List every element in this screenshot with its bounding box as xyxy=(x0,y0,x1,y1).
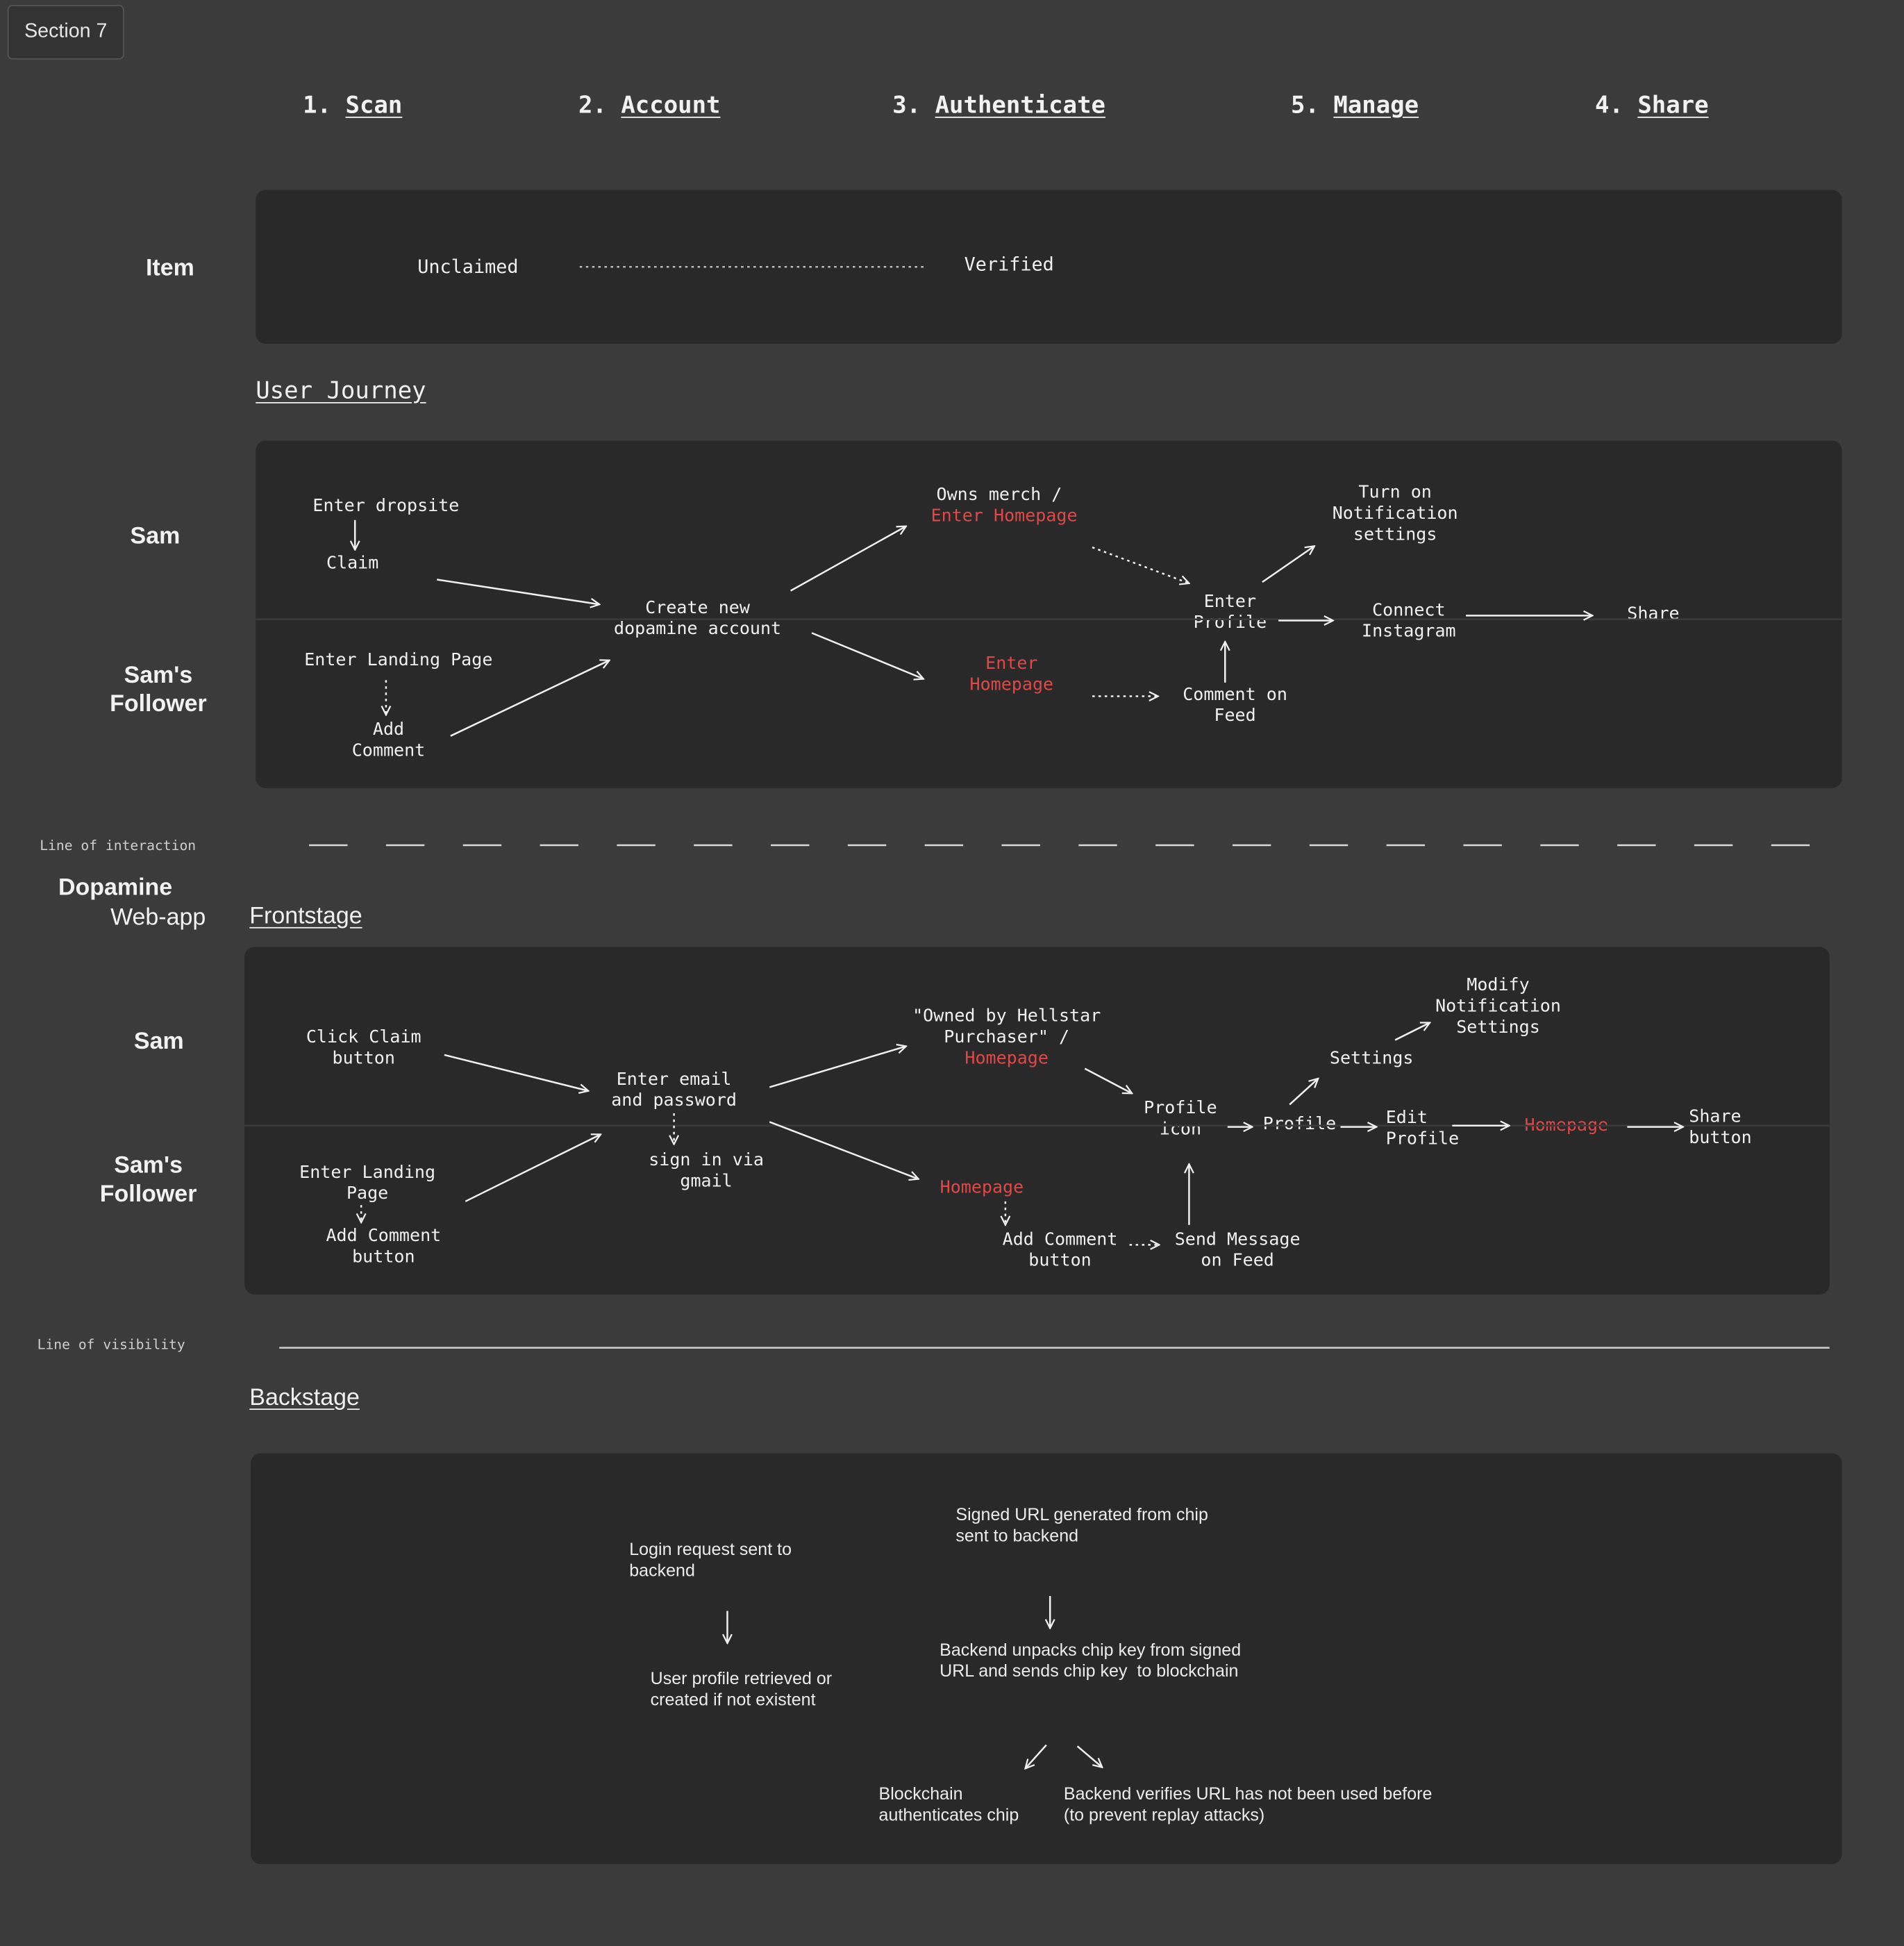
uj-share: Share xyxy=(1627,604,1680,624)
row-label-follower: Sam's Follower xyxy=(110,663,207,717)
stage-name: Share xyxy=(1637,92,1709,119)
fs-settings: Settings xyxy=(1329,1049,1414,1069)
fs-add-comment-button: Add Comment button xyxy=(326,1226,442,1267)
frontstage-title: Frontstage xyxy=(249,903,362,930)
uj-arrow-comment-create xyxy=(451,660,610,736)
stage-number: 4. xyxy=(1594,92,1623,119)
fs-arrow-comment-email xyxy=(465,1134,601,1201)
bs-blockchain-auth: Blockchain authenticates chip xyxy=(878,1783,1019,1824)
bs-signed-url: Signed URL generated from chip sent to backend xyxy=(955,1504,1208,1545)
fs-send-message: Send Message on Feed xyxy=(1174,1229,1301,1271)
line-of-visibility-label: Line of visibility xyxy=(37,1336,185,1353)
fs-arrow-settings-modify xyxy=(1395,1022,1430,1040)
state-unclaimed: Unclaimed xyxy=(417,256,519,278)
bs-login-request: Login request sent to backend xyxy=(629,1538,792,1580)
fs-edit-profile: Edit Profile xyxy=(1385,1108,1460,1149)
bs-arrow-unpacks-blockchain xyxy=(1025,1745,1046,1769)
stage-name: Scan xyxy=(345,92,403,119)
stage-name: Manage xyxy=(1333,92,1419,119)
uj-add-comment: Add Comment xyxy=(351,720,426,761)
fs-profile: Profile xyxy=(1262,1114,1337,1135)
uj-enter-homepage: Enter Homepage xyxy=(969,654,1054,695)
stage-name: Account xyxy=(621,92,721,119)
uj-enter-dropsite: Enter dropsite xyxy=(312,496,460,517)
uj-arrow-profile-notif xyxy=(1262,546,1314,582)
fs-arrow-email-owned xyxy=(769,1046,906,1087)
bs-user-profile: User profile retrieved or created if not existent xyxy=(650,1668,833,1709)
row-label-sam: Sam xyxy=(130,524,181,550)
state-verified: Verified xyxy=(964,253,1054,276)
dopamine-subtitle: Web-app xyxy=(110,904,206,931)
line-of-interaction-label: Line of interaction xyxy=(40,838,197,854)
bs-backend-verifies: Backend verifies URL has not been used before (to prevent replay attacks) xyxy=(1063,1783,1433,1824)
fs-add-comment-button-2: Add Comment button xyxy=(1002,1229,1118,1271)
backstage-title: Backstage xyxy=(249,1385,360,1411)
uj-arrow-owns-profile xyxy=(1092,547,1189,583)
fs-click-claim: Click Claim button xyxy=(306,1027,421,1069)
fs-homepage: Homepage xyxy=(940,1177,1024,1198)
uj-arrow-create-owns xyxy=(791,526,906,591)
fs-row-label-follower: Sam's Follower xyxy=(99,1153,197,1208)
fs-arrow-claim-email xyxy=(444,1055,588,1091)
uj-turn-on-notif: Turn on Notification settings xyxy=(1332,483,1458,545)
fs-enter-email: Enter email and password xyxy=(611,1070,737,1111)
uj-owns-enter-homepage: Enter Homepage xyxy=(930,506,1078,526)
fs-share-button: Share button xyxy=(1689,1107,1752,1148)
stage-number: 2. xyxy=(578,92,607,119)
uj-connect-instagram: Connect Instagram xyxy=(1362,600,1456,642)
stage-number: 5. xyxy=(1291,92,1319,119)
stage-name: Authenticate xyxy=(935,92,1105,119)
uj-enter-landing: Enter Landing Page xyxy=(304,650,493,670)
fs-arrow-profile-settings xyxy=(1289,1079,1318,1105)
stage-number: 1. xyxy=(303,92,332,119)
uj-arrow-create-homepage xyxy=(812,633,924,679)
uj-create-account: Create new dopamine account xyxy=(614,598,782,640)
fs-enter-landing: Enter Landing Page xyxy=(299,1163,436,1204)
fs-profile-icon: Profile icon xyxy=(1144,1098,1217,1140)
bs-arrow-unpacks-verifies xyxy=(1078,1746,1103,1767)
uj-enter-profile: Enter Profile xyxy=(1193,592,1267,633)
fs-modify-notif: Modify Notification Settings xyxy=(1435,975,1561,1038)
section-tag[interactable]: Section 7 xyxy=(8,5,124,60)
uj-comment-feed: Comment on Feed xyxy=(1183,685,1287,726)
stage-number: 3. xyxy=(892,92,921,119)
fs-homepage-2: Homepage xyxy=(1524,1115,1609,1136)
uj-claim: Claim xyxy=(326,554,379,574)
dopamine-title: Dopamine xyxy=(58,874,173,901)
row-label-item: Item xyxy=(145,256,194,282)
fs-owned-by: "Owned by Hellstar Purchaser" / xyxy=(912,1006,1101,1048)
uj-owns-merch: Owns merch / xyxy=(936,485,1062,506)
bs-backend-unpacks: Backend unpacks chip key from signed URL and sends chip key to blockchain xyxy=(940,1639,1242,1681)
uj-arrow-claim-create xyxy=(437,580,599,605)
fs-sign-in-gmail: sign in via gmail xyxy=(649,1150,764,1192)
fs-owned-homepage: Homepage xyxy=(964,1049,1049,1069)
fs-arrow-owned-profileicon xyxy=(1085,1069,1132,1094)
fs-row-label-sam: Sam xyxy=(133,1029,184,1055)
fs-arrow-email-homepage xyxy=(769,1122,919,1179)
user-journey-title: User Journey xyxy=(256,377,426,405)
